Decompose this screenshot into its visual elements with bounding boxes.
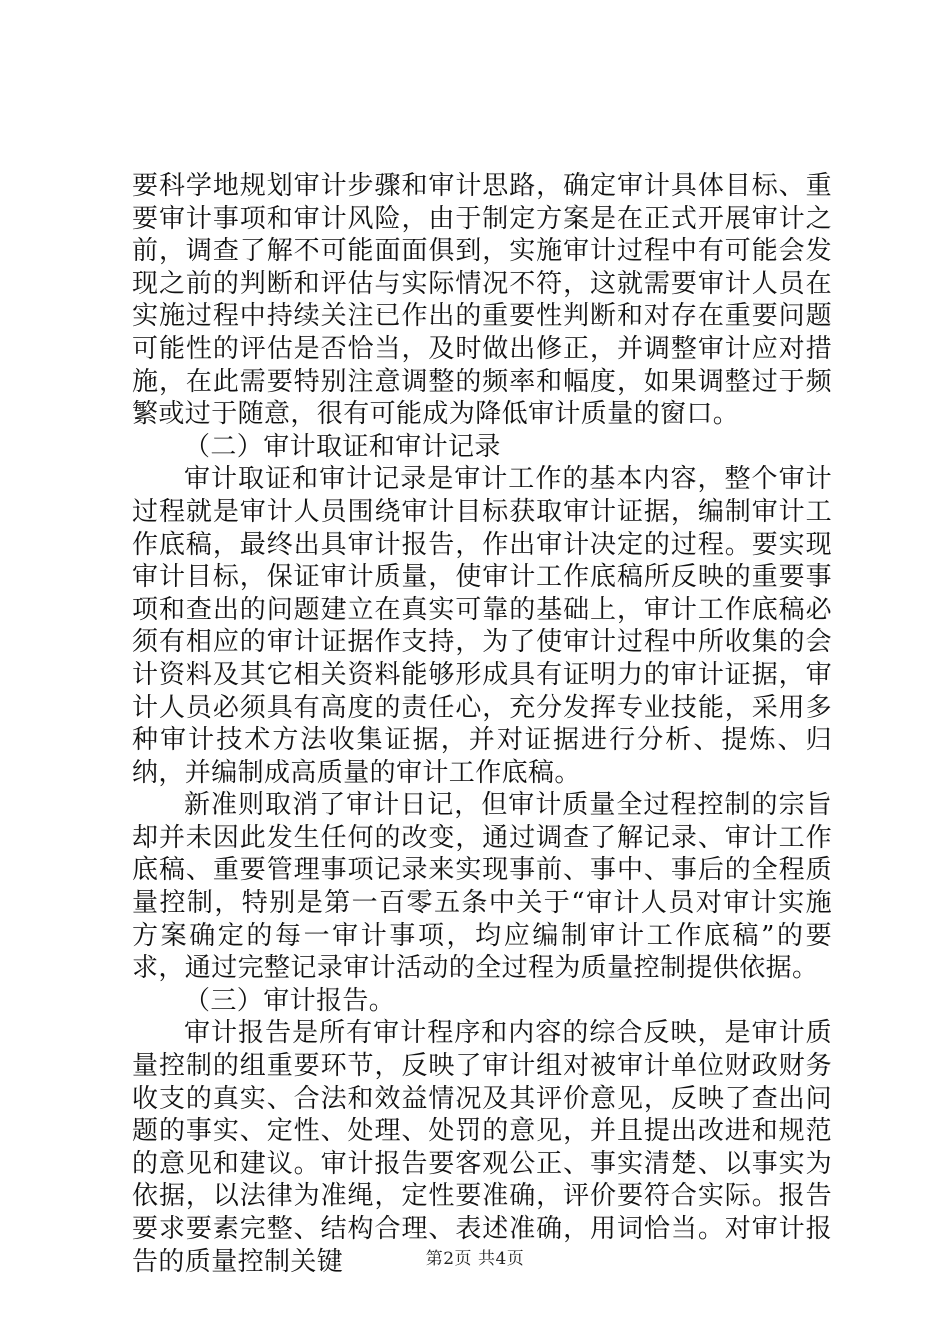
- paragraph-evidence: 审计取证和审计记录是审计工作的基本内容，整个审计过程就是审计人员围绕审计目标获取审计证据，编制审计工作底稿，最终出具审计报告，作出审计决定的过程。要实现审计目标，保证审计质量，使审计工作底稿所反映的重要事项和查出的问题建立在真实可靠的基础上，审计工作底稿必须有相应的审计证据作支持，为了使审计过程中所收集的会计资料及其它相关资料能够形成具有证明力的审计证据，审计人员必须具有高度的责任心，充分发挥专业技能，采用多种审计技术方法收集证据，并对证据进行分析、提炼、归纳，并编制成高质量的审计工作底稿。: [132, 464, 832, 788]
- paragraph-new-standard: 新准则取消了审计日记，但审计质量全过程控制的宗旨却并未因此发生任何的改变，通过调查了解记录、审计工作底稿、重要管理事项记录来实现事前、事中、事后的全程质量控制，特别是第一百零五条中关于“审计人员对审计实施方案确定的每一审计事项，均应编制审计工作底稿”的要求，通过完整记录审计活动的全过程为质量控制提供依据。: [132, 790, 832, 984]
- section-heading-2: （二）审计取证和审计记录: [184, 431, 501, 462]
- page-footer: 第2页 共4页: [425, 1249, 525, 1269]
- paragraph-continuation: 要科学地规划审计步骤和审计思路，确定审计具体目标、重要审计事项和审计风险，由于制定方案是在正式开展审计之前，调查了解不可能面面俱到，实施审计过程中有可能会发现之前的判断和评估与实际情况不符，这就需要审计人员在实施过程中持续关注已作出的重要性判断和对存在重要问题可能性的评估是否恰当，及时做出修正，并调整审计应对措施，在此需要特别注意调整的频率和幅度，如果调整过于频繁或过于随意，很有可能成为降低审计质量的窗口。: [132, 171, 832, 430]
- section-heading-3: （三）审计报告。: [184, 985, 396, 1016]
- document-body: [132, 170, 832, 1278]
- paragraph-audit-report: 审计报告是所有审计程序和内容的综合反映，是审计质量控制的组重要环节，反映了审计组对被审计单位财政财务收支的真实、合法和效益情况及其评价意见，反映了查出问题的事实、定性、处理、处罚的意见，并且提出改进和规范的意见和建议。审计报告要客观公正、事实清楚、以事实为依据，以法律为准绳，定性要准确，评价要符合实际。报告要求要素完整、结构合理、表述准确，用词恰当。对审计报告的质量控制关键: [132, 1018, 832, 1277]
